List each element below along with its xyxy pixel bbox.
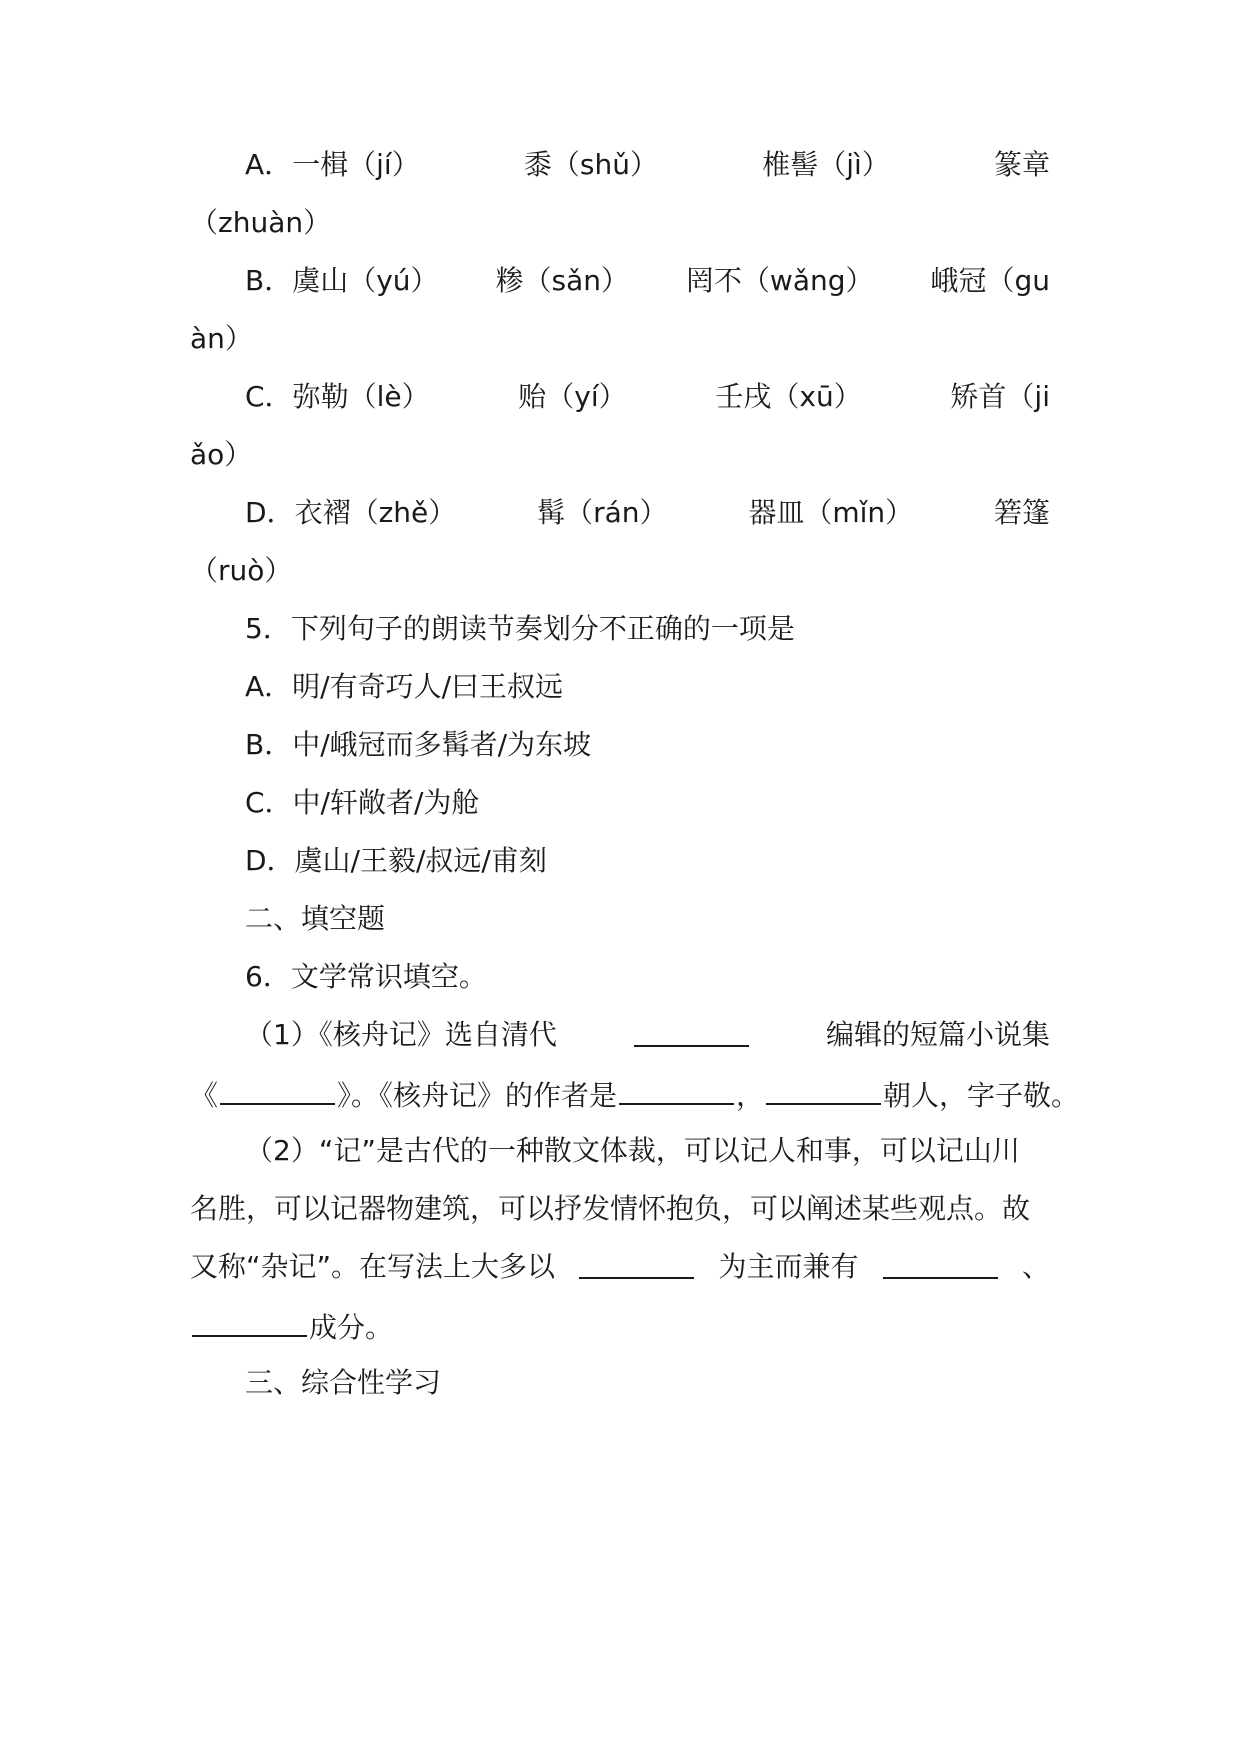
answer-blank[interactable]: [619, 1073, 734, 1105]
q5-option-b: B．中/峨冠而多髯者/为东坡: [245, 728, 592, 761]
section-heading-comprehensive: 三、综合性学习: [245, 1366, 442, 1399]
q4-c-item-2: 贻（yí）: [518, 380, 627, 413]
q6-p2-line1: （2）“记”是古代的一种散文体裁，可以记人和事，可以记山川: [245, 1134, 1020, 1167]
q4-a-item-3: 椎髻（jì）: [762, 148, 890, 181]
q4-b-item-4: 峨冠（gu: [930, 264, 1050, 297]
q4-d-wrap: （ruò）: [190, 554, 293, 587]
q6-p1-line2: 《 》。《核舟记》的作者是 ， 朝人，字子敬。: [190, 1073, 1050, 1113]
q4-b-wrap: àn）: [190, 322, 253, 355]
q6-p2-line2: 名胜，可以记器物建筑，可以抒发情怀抱负，可以阐述某些观点。故: [190, 1192, 1031, 1225]
q4-c-wrap: ǎo）: [190, 438, 253, 471]
q4-c-item-4: 矫首（ji: [950, 380, 1050, 413]
answer-blank[interactable]: [883, 1247, 998, 1279]
q4-option-c: [245, 377, 1050, 417]
q4-d-item-4: 箬篷: [993, 496, 1050, 529]
q4-c-item-3: 壬戌（xū）: [715, 380, 862, 413]
q6-p2-line4: 成分。: [190, 1305, 1050, 1345]
q4-d-item-2: 髯（rán）: [537, 496, 668, 529]
section-heading-fill-in: 二、填空题: [245, 902, 386, 935]
q5-option-c: C．中/轩敞者/为舱: [245, 786, 480, 819]
q4-option-a: [245, 145, 1050, 185]
q4-b-item-1: B．虞山（yú）: [245, 264, 439, 297]
q6-p2-line3: 又称“杂记”。在写法上大多以 为主而兼有 、: [190, 1247, 1050, 1287]
q4-b-item-2: 糁（sǎn）: [495, 264, 629, 297]
q5-stem: 5．下列句子的朗读节奏划分不正确的一项是: [245, 612, 795, 645]
q4-d-item-1: D．衣褶（zhě）: [245, 496, 457, 529]
q4-b-item-3: 罔不（wǎng）: [685, 264, 874, 297]
q4-a-wrap: （zhuàn）: [190, 206, 332, 239]
q4-a-item-4: 篆章: [993, 148, 1050, 181]
answer-blank[interactable]: [766, 1073, 881, 1105]
q5-option-d: D．虞山/王毅/叔远/甫刻: [245, 844, 547, 877]
q4-option-d: [245, 493, 1050, 533]
q6-stem: 6．文学常识填空。: [245, 960, 487, 993]
q6-p1-line1: （1）《核舟记》选自清代 编辑的短篇小说集: [245, 1015, 1050, 1055]
answer-blank[interactable]: [634, 1015, 749, 1047]
answer-blank[interactable]: [220, 1073, 335, 1105]
q4-c-item-1: C．弥勒（lè）: [245, 380, 430, 413]
q4-a-item-1: A．一楫（jí）: [245, 148, 420, 181]
answer-blank[interactable]: [579, 1247, 694, 1279]
q5-option-a: A．明/有奇巧人/曰王叔远: [245, 670, 564, 703]
q4-a-item-2: 黍（shǔ）: [523, 148, 659, 181]
q4-d-item-3: 器皿（mǐn）: [748, 496, 914, 529]
q4-option-b: [245, 261, 1050, 301]
answer-blank[interactable]: [192, 1305, 307, 1337]
